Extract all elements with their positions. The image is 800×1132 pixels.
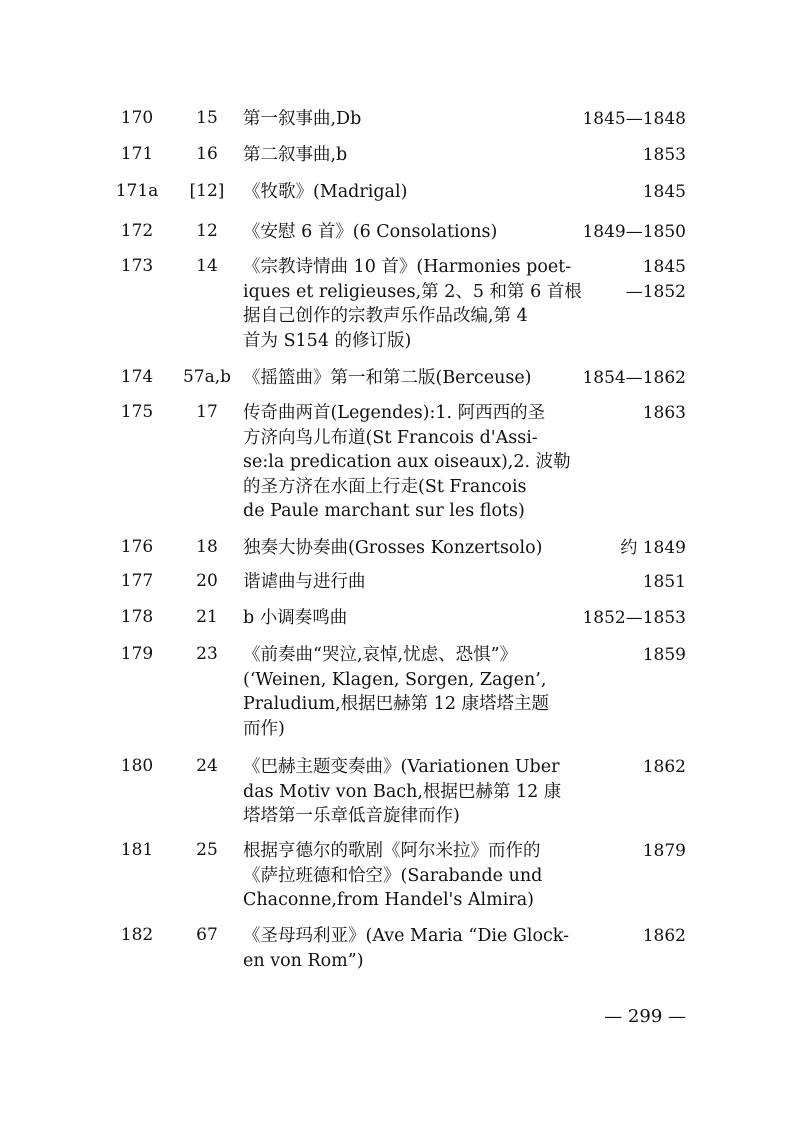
- work-year: [560, 643, 686, 668]
- title-line: 据自己创作的宗教声乐作品改编,第 4: [243, 306, 528, 326]
- title-line: 而作): [243, 718, 285, 739]
- year-line: 1863: [642, 403, 686, 423]
- title-line: se:la predication aux oiseaux),2. 波勒: [243, 452, 571, 472]
- title-line: 根据亨德尔的歌剧《阿尔米拉》而作的: [243, 841, 541, 861]
- title-line: de Paule marchant sur les flots): [243, 501, 525, 521]
- year-line: 1853: [642, 145, 686, 165]
- catalog-number: 181: [120, 840, 154, 860]
- opus-number: 67: [196, 925, 218, 945]
- year-line: 1879: [642, 841, 686, 861]
- year-line: 1845: [642, 257, 686, 277]
- catalog-number: 172: [120, 221, 154, 241]
- title-line: iques et religieuses,第 2、5 和第 6 首根: [243, 281, 582, 302]
- work-title: [243, 643, 593, 741]
- title-line: 的圣方济在水面上行走(St Francois: [243, 476, 527, 497]
- opus-number: 17: [196, 402, 218, 422]
- year-line: 1862: [642, 757, 686, 777]
- catalog-number: 176: [120, 537, 154, 557]
- work-year: [560, 180, 686, 205]
- title-line: 第二叙事曲,b: [243, 145, 348, 165]
- year-line: 1854—1862: [582, 368, 686, 388]
- work-title: [243, 366, 593, 391]
- year-line: 1845—1848: [582, 109, 686, 129]
- work-year: [560, 401, 686, 426]
- opus-number: 16: [196, 144, 218, 164]
- work-year: [560, 107, 686, 132]
- work-title: [243, 180, 593, 205]
- work-year: [560, 255, 686, 304]
- opus-number: 23: [196, 644, 218, 664]
- page-number: — 299 —: [604, 1006, 686, 1027]
- title-line: Chaconne,from Handel's Almira): [243, 890, 534, 910]
- year-line: 1852—1853: [582, 608, 686, 628]
- year-line: 1859: [642, 645, 686, 665]
- work-year: [560, 606, 686, 631]
- work-year: [560, 143, 686, 168]
- work-title: [243, 143, 593, 168]
- title-line: 独奏大协奏曲(Grosses Konzertsolo): [243, 538, 543, 558]
- catalog-number: 178: [120, 607, 154, 627]
- year-line: —1852: [625, 281, 686, 302]
- title-line: Praludium,根据巴赫第 12 康塔塔主题: [243, 694, 550, 714]
- opus-number: 18: [196, 537, 218, 557]
- work-title: [243, 570, 593, 595]
- title-line: 第一叙事曲,Db: [243, 109, 362, 129]
- opus-number: 21: [196, 607, 218, 627]
- title-line: (‘Weinen, Klagen, Sorgen, Zagen’,: [243, 669, 547, 690]
- year-line: 1851: [642, 572, 686, 592]
- title-line: 《宗教诗情曲 10 首》(Harmonies poet-: [243, 257, 572, 277]
- title-line: b 小调奏鸣曲: [243, 608, 348, 628]
- year-line: 约 1849: [620, 538, 686, 558]
- year-line: 1862: [642, 926, 686, 946]
- title-line: 《安慰 6 首》(6 Consolations): [243, 222, 498, 242]
- opus-number: 25: [196, 840, 218, 860]
- work-title: [243, 220, 593, 245]
- catalog-number: 171a: [115, 181, 159, 201]
- title-line: 《摇篮曲》第一和第二版(Berceuse): [243, 368, 532, 388]
- year-line: 1845: [642, 182, 686, 202]
- catalog-number: 175: [120, 402, 154, 422]
- work-title: [243, 536, 593, 561]
- work-title: [243, 924, 593, 973]
- catalog-number: 170: [120, 108, 154, 128]
- work-year: [560, 536, 686, 561]
- opus-number: [12]: [189, 181, 225, 201]
- opus-number: 57a,b: [182, 367, 232, 387]
- work-year: [560, 924, 686, 949]
- catalog-number: 174: [120, 367, 154, 387]
- work-title: [243, 839, 593, 913]
- work-title: [243, 401, 593, 524]
- opus-number: 14: [196, 256, 218, 276]
- catalog-number: 171: [120, 144, 154, 164]
- title-line: 《萨拉班德和恰空》(Sarabande und: [243, 865, 543, 886]
- opus-number: 12: [196, 221, 218, 241]
- title-line: 方济向鸟儿布道(St Francois d'Assi-: [243, 427, 538, 448]
- catalog-number: 177: [120, 571, 154, 591]
- work-title: [243, 107, 593, 132]
- title-line: das Motiv von Bach,根据巴赫第 12 康: [243, 781, 562, 802]
- opus-number: 20: [196, 571, 218, 591]
- opus-number: 24: [196, 756, 218, 776]
- title-line: 《牧歌》(Madrigal): [243, 182, 408, 202]
- catalog-number: 180: [120, 756, 154, 776]
- title-line: en von Rom”): [243, 950, 364, 971]
- opus-number: 15: [196, 108, 218, 128]
- year-line: 1849—1850: [582, 222, 686, 242]
- title-line: 首为 S154 的修订版): [243, 330, 412, 351]
- title-line: 谐谑曲与进行曲: [243, 572, 366, 592]
- title-line: 《巴赫主题变奏曲》(Variationen Uber: [243, 757, 560, 777]
- work-year: [560, 755, 686, 780]
- title-line: 传奇曲两首(Legendes):1. 阿西西的圣: [243, 403, 546, 423]
- work-title: [243, 755, 593, 829]
- title-line: 《前奏曲“哭泣,哀悼,忧虑、恐惧”》: [243, 645, 518, 665]
- catalog-number: 182: [120, 925, 154, 945]
- work-title: [243, 255, 593, 353]
- title-line: 《圣母玛利亚》(Ave Maria “Die Glock-: [243, 926, 569, 946]
- work-year: [560, 839, 686, 864]
- catalog-number: 173: [120, 256, 154, 276]
- title-line: 塔塔第一乐章低音旋律而作): [243, 806, 460, 826]
- catalog-number: 179: [120, 644, 154, 664]
- work-year: [560, 220, 686, 245]
- work-title: [243, 606, 593, 631]
- work-year: [560, 570, 686, 595]
- work-year: [560, 366, 686, 391]
